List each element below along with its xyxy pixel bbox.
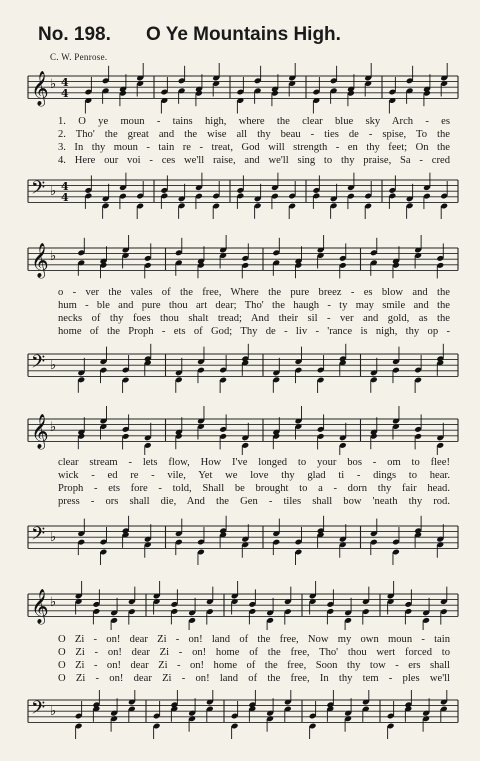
lyric-line: hum - ble and pure thou art dear; Tho' the haugh - ty may smile and the (58, 300, 450, 312)
bass-staff-system-1 (0, 170, 480, 220)
lyric-line: press - ors shall die, And the Gen - tiles shall bow 'neath thy rod. (58, 496, 450, 508)
bass-clef-icon: 𝄢 (31, 698, 46, 723)
lyric-line: Proph - ets fore - told, Shall be brought to a - dorn thy fair head. (58, 483, 450, 495)
lyrics-system-3 (58, 456, 450, 508)
hymn-author: C. W. Penrose. (50, 52, 108, 62)
flat-icon: ♭ (50, 358, 57, 373)
lyric-line: 4. Here our voi - ces we'll raise, and we'll sing to thy praise, Sa - cred (58, 155, 450, 167)
lyric-line: O Zi - on! dear Zi - on! land of the free, In thy tem - ples we'll (58, 673, 450, 685)
bass-staff-system-3 (0, 514, 480, 566)
bass-clef-icon: 𝄢 (31, 352, 46, 377)
lyric-line: o - ver the vales of the free, Where the pure breez - es blow and the (58, 287, 450, 298)
treble-staff-system-1 (0, 62, 480, 122)
lyric-line: O Zi - on! dear Zi - on! land of the free, Now my own moun - tain (58, 634, 450, 645)
lyric-line: 3. In thy moun - tain re - treat, God will strength - en thy feet; On the (58, 142, 450, 154)
hymn-number: No. 198. (38, 24, 111, 45)
bass-clef-icon: 𝄢 (31, 524, 46, 549)
treble-staff-system-4 (0, 580, 480, 630)
treble-clef-icon: 𝄞 (31, 414, 49, 449)
lyric-line: 2. Tho' the great and the wise all thy beau - ties de - spise, To the (58, 129, 450, 141)
lyrics-system-4 (58, 633, 450, 685)
lyric-line: 1. O ye moun - tains high, where the clear blue sky Arch - es (58, 116, 450, 127)
bass-staff-system-4 (0, 690, 480, 740)
bass-clef-icon: 𝄢 (31, 178, 46, 203)
flat-icon: ♭ (50, 249, 57, 264)
flat-icon: ♭ (50, 184, 57, 199)
flat-icon: ♭ (50, 77, 57, 92)
lyric-line: clear stream - lets flow, How I've longed to your bos - om to flee! (58, 457, 450, 468)
time-signature-top: 4 (61, 76, 69, 89)
lyric-line: O Zi - on! dear Zi - on! home of the free, Tho' thou wert forced to (58, 647, 450, 659)
hymn-header (38, 24, 460, 50)
lyric-line: wick - ed re - vile, Yet we love thy glad ti - dings to hear. (58, 470, 450, 482)
flat-icon: ♭ (50, 704, 57, 719)
hymn-title: O Ye Mountains High. (146, 24, 341, 45)
lyrics-system-1 (58, 115, 450, 167)
bass-staff-system-2 (0, 342, 480, 394)
lyric-line: O Zi - on! dear Zi - on! home of the free, Soon thy tow - ers shall (58, 660, 450, 672)
time-signature-bottom: 4 (61, 87, 69, 100)
time-signature-bottom: 4 (61, 191, 69, 204)
lyrics-system-2 (58, 286, 450, 338)
time-signature-top: 4 (61, 180, 69, 193)
flat-icon: ♭ (50, 530, 57, 545)
treble-staff-system-2 (0, 234, 480, 284)
treble-clef-icon: 𝄞 (31, 243, 49, 278)
treble-staff-system-3 (0, 405, 480, 455)
flat-icon: ♭ (50, 595, 57, 610)
flat-icon: ♭ (50, 420, 57, 435)
treble-clef-icon: 𝄞 (31, 71, 49, 106)
lyric-line: home of the Proph - ets of God; Thy de - liv - 'rance is nigh, thy op - (58, 326, 450, 338)
treble-clef-icon: 𝄞 (31, 589, 49, 624)
lyric-line: necks of thy foes thou shalt tread; And their sil - ver and gold, as the (58, 313, 450, 325)
